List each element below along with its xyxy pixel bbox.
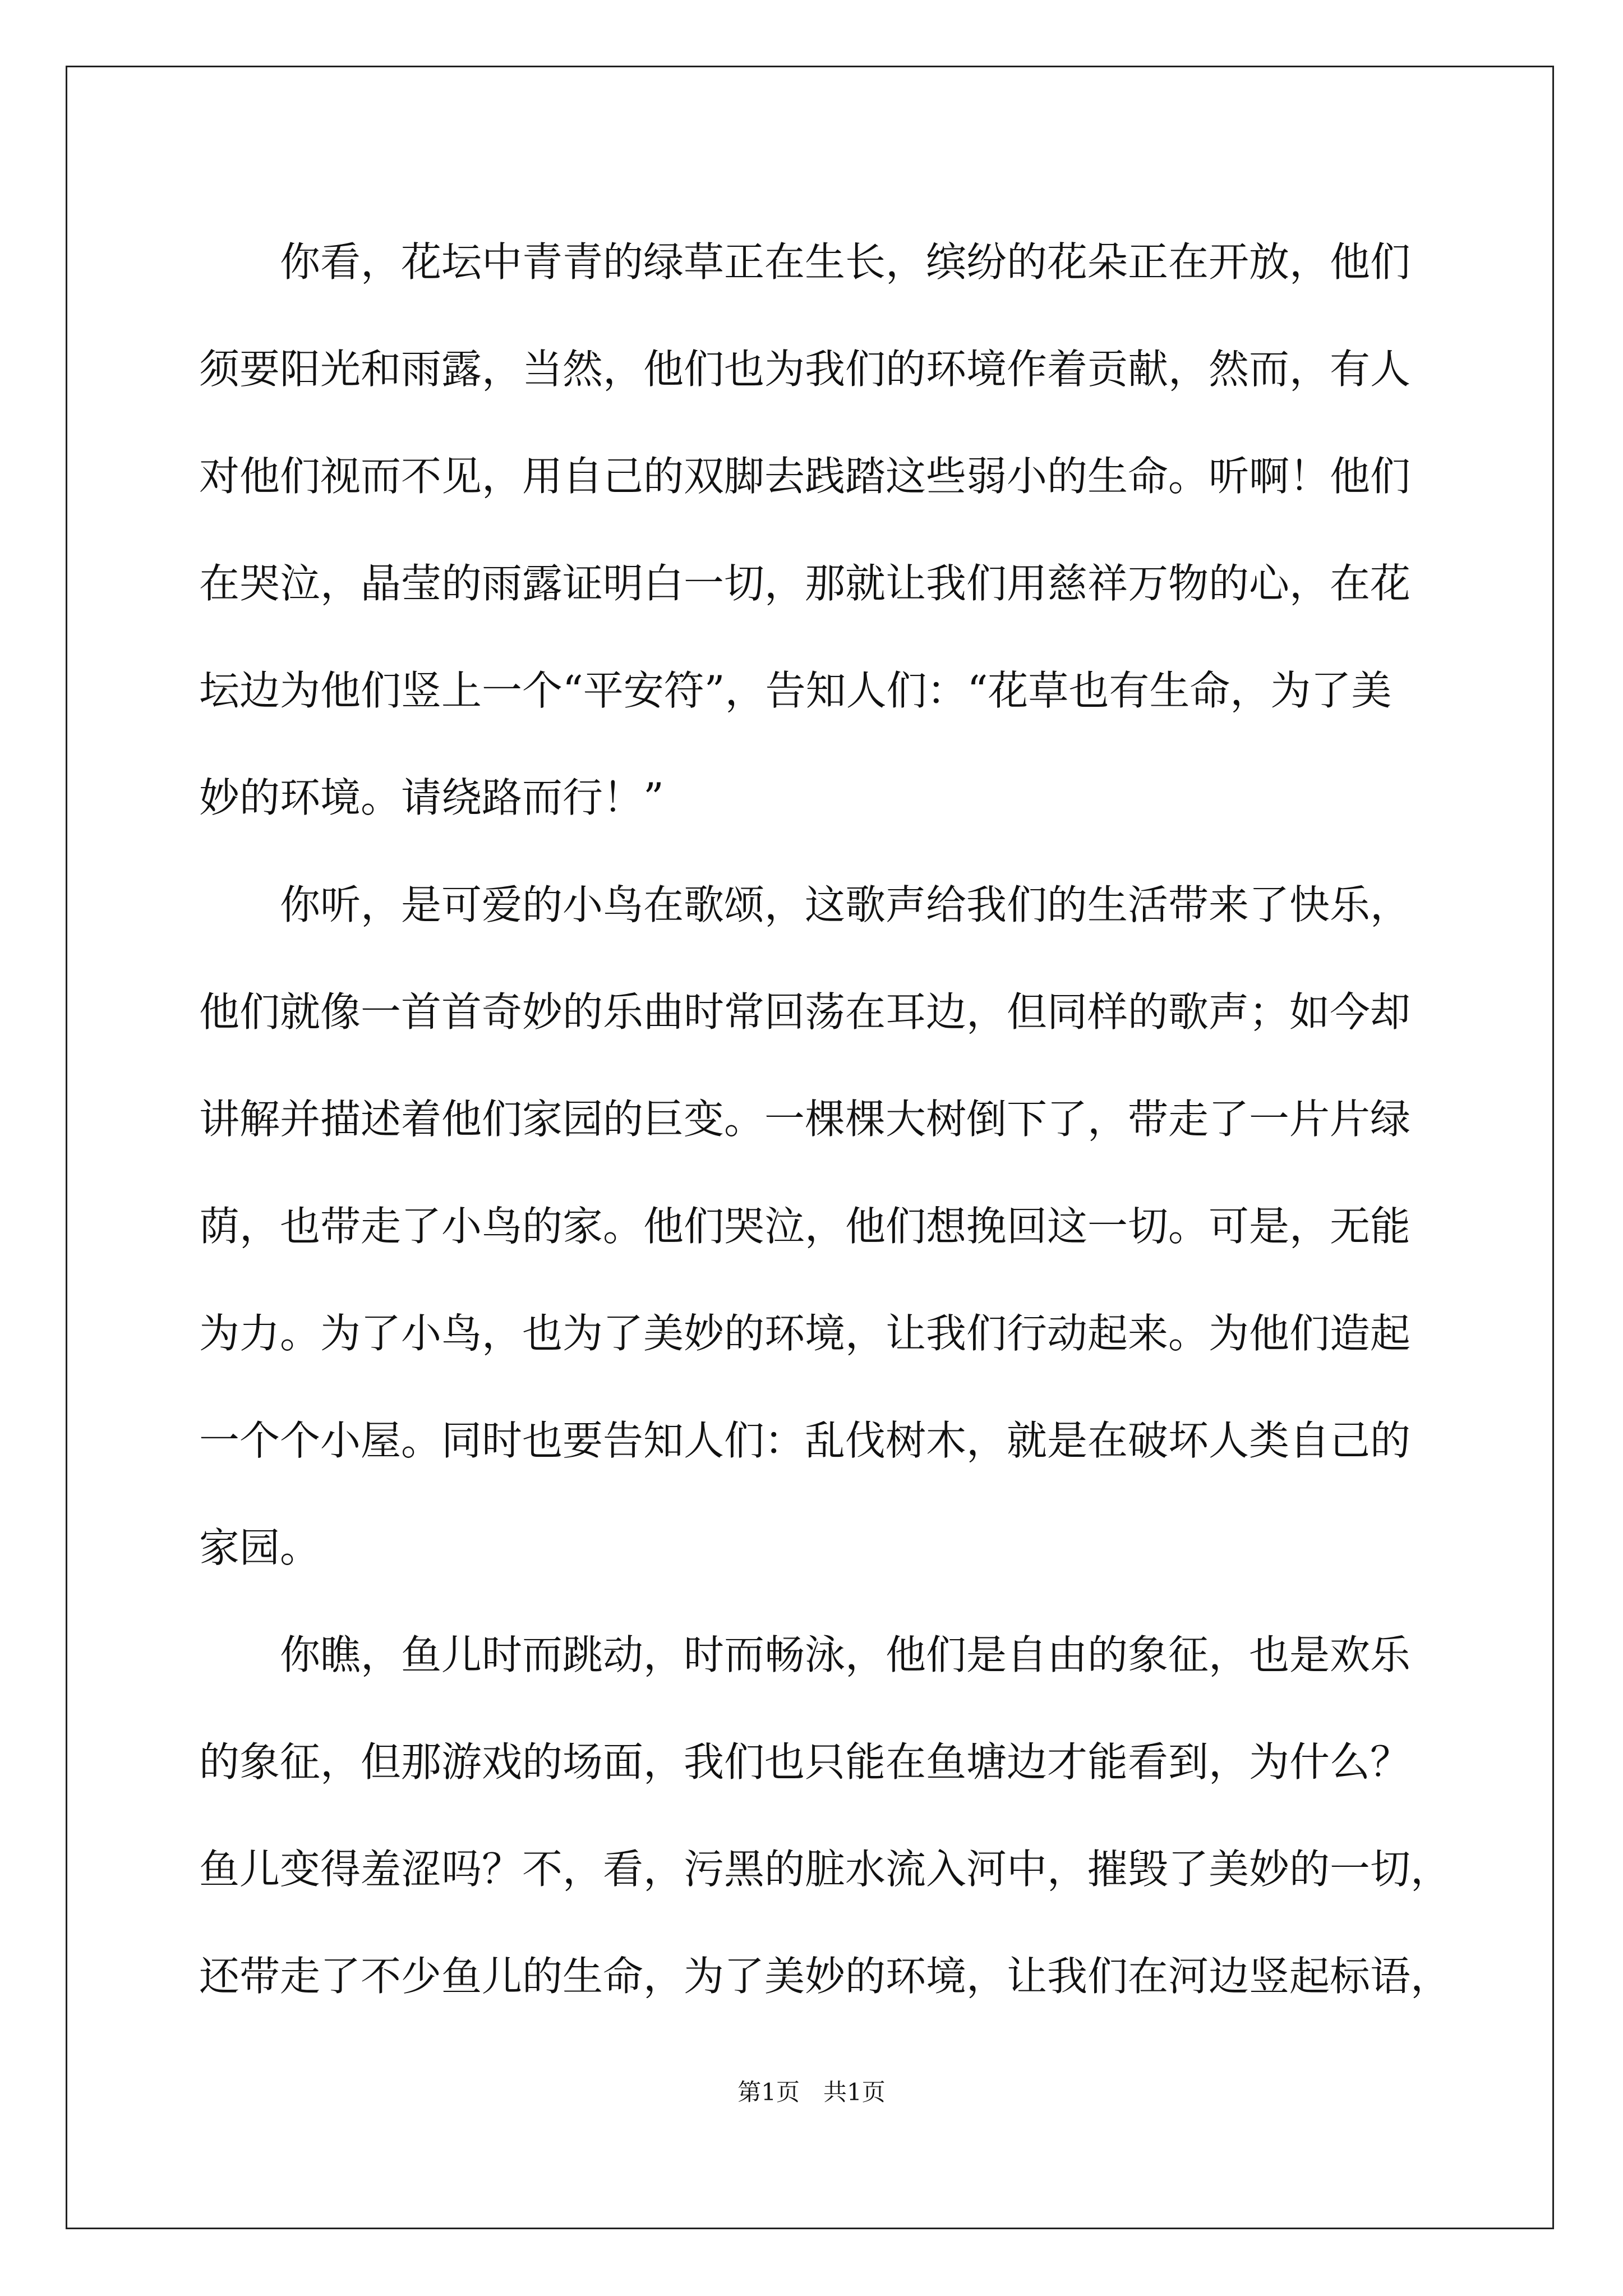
text-line: 讲解并描述着他们家园的巨变。一棵棵大树倒下了，带走了一片片绿 — [199, 1096, 1411, 1143]
text-line: 你瞧，鱼儿时而跳动，时而畅泳，他们是自由的象征，也是欢乐 — [280, 1631, 1411, 1678]
text-line: 还带走了不少鱼儿的生命，为了美妙的环境，让我们在河边竖起标语， — [199, 1953, 1451, 2000]
paragraph-1 — [199, 209, 1436, 852]
text-line: 的象征，但那游戏的场面，我们也只能在鱼塘边才能看到，为什么？ — [199, 1738, 1411, 1786]
text-line: 为力。为了小鸟，也为了美妙的环境，让我们行动起来。为他们造起 — [199, 1310, 1411, 1357]
text-line: 妙的环境。请绕路而行！” — [199, 774, 664, 821]
text-line: 对他们视而不见，用自己的双脚去践踏这些弱小的生命。听啊！他们 — [199, 453, 1411, 500]
paragraph-2 — [199, 852, 1436, 1602]
text-line: 须要阳光和雨露，当然，他们也为我们的环境作着贡献，然而，有人 — [199, 346, 1411, 393]
page-footer — [0, 2076, 1623, 2109]
text-line: 他们就像一首首奇妙的乐曲时常回荡在耳边，但同样的歌声；如今却 — [199, 988, 1411, 1036]
text-line: 一个个小屋。同时也要告知人们：乱伐树木，就是在破坏人类自己的 — [199, 1417, 1411, 1464]
document-body — [199, 209, 1451, 2030]
text-line: 荫，也带走了小鸟的家。他们哭泣，他们想挽回这一切。可是，无能 — [199, 1203, 1411, 1250]
text-line: 鱼儿变得羞涩吗？不，看，污黑的脏水流入河中，摧毁了美妙的一切， — [199, 1846, 1451, 1893]
page-number: 第1页 共1页 — [737, 2078, 886, 2106]
text-line: 家园。 — [199, 1524, 321, 1571]
text-line: 坛边为他们竖上一个“平安符”，告知人们：“花草也有生命，为了美 — [199, 667, 1392, 714]
text-line: 在哭泣，晶莹的雨露证明白一切，那就让我们用慈祥万物的心，在花 — [199, 560, 1411, 607]
text-line: 你听，是可爱的小鸟在歌颂，这歌声给我们的生活带来了快乐， — [280, 881, 1411, 928]
text-line: 你看，花坛中青青的绿草正在生长，缤纷的花朵正在开放，他们 — [280, 238, 1411, 286]
paragraph-3 — [199, 1602, 1451, 2030]
